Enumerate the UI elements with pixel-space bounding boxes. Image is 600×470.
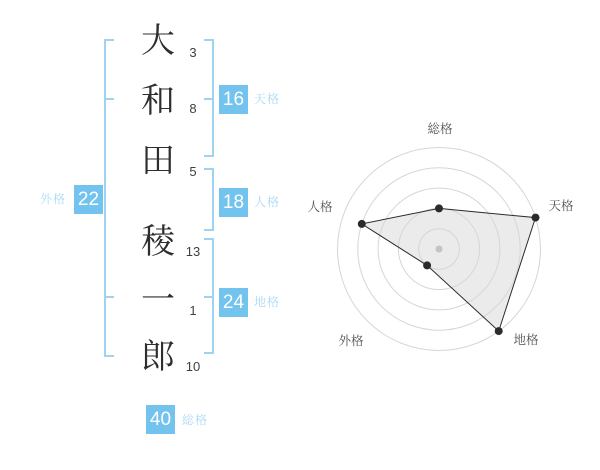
- radar-axis-label: 天格: [548, 199, 574, 213]
- radar-center-dot: [436, 246, 443, 253]
- soukaku-value-badge: 40: [146, 405, 175, 434]
- name-char-1: 大: [141, 22, 175, 60]
- radar-axis-label: 地格: [513, 333, 539, 347]
- tenkaku-label: 天格: [254, 92, 281, 106]
- chikaku-value-badge: 24: [219, 288, 248, 317]
- radar-svg: [300, 112, 585, 357]
- name-char-3: 田: [141, 142, 175, 180]
- radar-data-point: [495, 327, 503, 335]
- tenkaku-value-badge: 16: [219, 85, 248, 114]
- radar-data-point: [435, 204, 443, 212]
- jinkaku-label: 人格: [254, 195, 281, 209]
- stroke-count-2: 8: [189, 101, 197, 116]
- stroke-count-3: 5: [189, 164, 197, 179]
- soukaku-label: 総格: [182, 413, 209, 427]
- radar-axis-label: 人格: [307, 200, 333, 214]
- stroke-count-6: 10: [185, 359, 201, 374]
- stroke-count-4: 13: [185, 244, 201, 259]
- radar-data-point: [532, 214, 540, 222]
- stroke-count-5: 1: [189, 303, 197, 318]
- chikaku-label: 地格: [254, 295, 281, 309]
- radar-axis-label: 総格: [427, 122, 453, 136]
- name-char-5: 一: [141, 281, 175, 319]
- stroke-count-1: 3: [189, 45, 197, 60]
- name-char-4: 稜: [141, 223, 175, 261]
- name-char-2: 和: [141, 82, 175, 120]
- gaikaku-label: 外格: [40, 192, 67, 206]
- gokaku-radar-chart: [300, 112, 585, 357]
- radar-data-point: [358, 220, 366, 228]
- radar-data-point: [423, 261, 431, 269]
- name-char-6: 郎: [141, 338, 175, 376]
- gaikaku-value-badge: 22: [74, 185, 103, 214]
- jinkaku-value-badge: 18: [219, 188, 248, 217]
- radar-axis-label: 外格: [338, 334, 364, 348]
